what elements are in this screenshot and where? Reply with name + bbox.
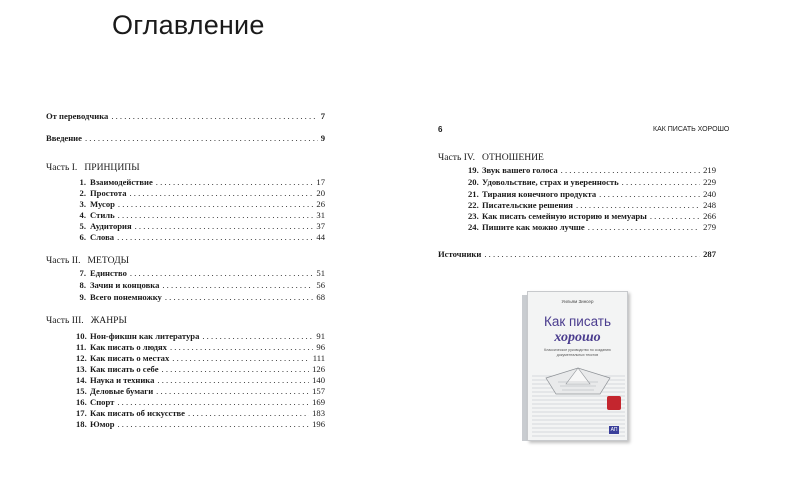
toc-entry-page: 9 xyxy=(320,133,325,143)
toc-chapter-entry[interactable] xyxy=(76,292,325,303)
chapter-number: 1. xyxy=(79,177,86,187)
chapter-page: 157 xyxy=(312,386,325,396)
toc-chapter-entry[interactable] xyxy=(76,177,325,188)
toc-chapter-entry[interactable] xyxy=(468,189,716,200)
page-number: 6 xyxy=(438,125,443,134)
chapter-page: 20 xyxy=(316,188,325,198)
toc-chapter-entry[interactable] xyxy=(76,221,325,232)
part-heading-2 xyxy=(46,255,129,267)
leader-dots xyxy=(162,280,313,291)
part-heading-4 xyxy=(438,152,544,164)
toc-chapter-entry[interactable] xyxy=(76,331,325,342)
chapter-title: Деловые бумаги xyxy=(90,386,154,396)
leader-dots xyxy=(622,177,700,188)
chapter-page: 91 xyxy=(316,331,325,341)
chapter-title: Нон-фикшн как литература xyxy=(90,331,200,341)
chapter-page: 56 xyxy=(316,280,325,290)
book-cover xyxy=(522,291,628,441)
chapter-page: 169 xyxy=(312,397,325,407)
chapter-title: Наука и техника xyxy=(90,375,155,385)
chapter-title: Как писать о себе xyxy=(90,364,159,374)
leader-dots xyxy=(188,408,309,419)
leader-dots xyxy=(157,375,309,386)
leader-dots xyxy=(117,232,313,243)
chapter-number: 23. xyxy=(468,211,479,221)
chapter-number: 2. xyxy=(79,188,86,198)
chapter-page: 96 xyxy=(316,342,325,352)
leader-dots xyxy=(484,249,700,260)
chapter-number: 6. xyxy=(79,232,86,242)
leader-dots xyxy=(156,177,314,188)
chapter-number: 9. xyxy=(79,292,86,302)
toc-chapter-entry[interactable] xyxy=(468,211,716,222)
leader-dots xyxy=(130,188,314,199)
part-name: ПРИНЦИПЫ xyxy=(84,162,140,173)
toc-chapter-entry[interactable] xyxy=(468,177,716,188)
chapter-number: 4. xyxy=(79,210,86,220)
toc-chapter-entry[interactable] xyxy=(76,419,325,430)
toc-entry-label: Источники xyxy=(438,249,482,259)
chapter-title: Тирания конечного продукта xyxy=(482,189,597,199)
chapter-number: 12. xyxy=(76,353,87,363)
part-name: МЕТОДЫ xyxy=(87,255,130,266)
leader-dots xyxy=(202,331,313,342)
leader-dots xyxy=(118,199,313,210)
chapter-title: Зачин и концовка xyxy=(90,280,160,290)
chapter-title: Взаимодействие xyxy=(90,177,153,187)
toc-chapter-entry[interactable] xyxy=(76,397,325,408)
page-title: Оглавление xyxy=(112,10,265,40)
chapter-title: Всего понемножку xyxy=(90,292,162,302)
chapter-number: 11. xyxy=(76,342,87,352)
toc-chapter-entry[interactable] xyxy=(76,280,325,291)
chapter-title: Удовольствие, страх и уверенность xyxy=(482,177,619,187)
chapter-number: 13. xyxy=(76,364,87,374)
toc-chapter-entry[interactable] xyxy=(468,222,716,233)
leader-dots xyxy=(172,353,309,364)
cover-title: Как писать xyxy=(543,314,612,329)
chapter-page: 68 xyxy=(316,292,325,302)
toc-entry-translator[interactable] xyxy=(46,111,325,122)
chapter-number: 15. xyxy=(76,386,87,396)
cover-description: Классическое руководство по созданию документальных текстов xyxy=(544,348,611,357)
chapter-title: Простота xyxy=(90,188,127,198)
chapter-page: 126 xyxy=(312,364,325,374)
leader-dots xyxy=(588,222,700,233)
leader-dots xyxy=(135,221,314,232)
publisher-logo: АП xyxy=(610,427,618,433)
chapter-title: Звук вашего голоса xyxy=(482,165,558,175)
leader-dots xyxy=(85,133,318,144)
chapter-page: 31 xyxy=(316,210,325,220)
part-heading-1 xyxy=(46,162,140,174)
chapter-title: Как писать семейную историю и мемуары xyxy=(482,211,647,221)
leader-dots xyxy=(156,386,309,397)
chapter-page: 196 xyxy=(312,419,325,429)
leader-dots xyxy=(118,419,310,430)
chapter-title: Пишите как можно лучше xyxy=(482,222,585,232)
leader-dots xyxy=(165,292,314,303)
toc-chapter-entry[interactable] xyxy=(76,199,325,210)
toc-chapter-entry[interactable] xyxy=(76,342,325,353)
chapter-title: Аудитория xyxy=(90,221,132,231)
chapter-title: Как писать о местах xyxy=(90,353,170,363)
chapter-page: 51 xyxy=(316,268,325,278)
chapter-number: 5. xyxy=(79,221,86,231)
cover-red-tag xyxy=(607,396,621,410)
running-head: КАК ПИСАТЬ ХОРОШО xyxy=(653,126,730,133)
chapter-page: 140 xyxy=(312,375,325,385)
toc-entry-sources[interactable] xyxy=(438,249,716,260)
part-name: ЖАНРЫ xyxy=(90,315,127,326)
chapter-page: 219 xyxy=(703,165,716,175)
chapter-number: 3. xyxy=(79,199,86,209)
chapter-number: 21. xyxy=(468,189,479,199)
chapter-number: 22. xyxy=(468,200,479,210)
toc-chapter-entry[interactable] xyxy=(76,268,325,279)
toc-entry-label: Введение xyxy=(46,133,82,143)
part-number: Часть II. xyxy=(46,255,81,266)
chapter-number: 24. xyxy=(468,222,479,232)
toc-chapter-entry[interactable] xyxy=(76,386,325,397)
chapter-page: 17 xyxy=(316,177,325,187)
chapter-title: Мусор xyxy=(90,199,115,209)
chapter-page: 44 xyxy=(316,232,325,242)
leader-dots xyxy=(599,189,700,200)
toc-chapter-entry[interactable] xyxy=(76,408,325,419)
leader-dots xyxy=(118,210,314,221)
chapter-number: 7. xyxy=(79,268,86,278)
leader-dots xyxy=(576,200,700,211)
chapter-title: Как писать об искусстве xyxy=(90,408,186,418)
chapter-title: Слова xyxy=(90,232,115,242)
toc-chapter-entry[interactable] xyxy=(76,210,325,221)
chapter-number: 8. xyxy=(79,280,86,290)
chapter-title: Стиль xyxy=(90,210,115,220)
toc-entry-page: 7 xyxy=(320,111,325,121)
chapter-title: Писательские решения xyxy=(482,200,573,210)
cover-author: Уильям Зинсер xyxy=(561,299,594,304)
leader-dots xyxy=(561,165,700,176)
book-cover-front xyxy=(527,291,628,441)
toc-entry-page: 287 xyxy=(703,249,716,259)
chapter-title: Единство xyxy=(90,268,127,278)
chapter-title: Спорт xyxy=(90,397,115,407)
leader-dots xyxy=(130,268,314,279)
toc-chapter-entry[interactable] xyxy=(468,165,716,176)
chapter-number: 14. xyxy=(76,375,87,385)
chapter-page: 240 xyxy=(703,189,716,199)
chapter-page: 183 xyxy=(312,408,325,418)
toc-chapter-entry[interactable] xyxy=(76,188,325,199)
chapter-page: 229 xyxy=(703,177,716,187)
part-name: ОТНОШЕНИЕ xyxy=(482,152,544,163)
chapter-number: 20. xyxy=(468,177,479,187)
part-number: Часть III. xyxy=(46,315,84,326)
toc-chapter-entry[interactable] xyxy=(76,232,325,243)
chapter-page: 248 xyxy=(703,200,716,210)
toc-chapter-entry[interactable] xyxy=(76,375,325,386)
chapter-page: 266 xyxy=(703,211,716,221)
leader-dots xyxy=(117,397,309,408)
toc-chapter-entry[interactable] xyxy=(76,364,325,375)
leader-dots xyxy=(170,342,313,353)
chapter-page: 37 xyxy=(316,221,325,231)
part-number: Часть IV. xyxy=(438,152,476,163)
part-number: Часть I. xyxy=(46,162,78,173)
part-heading-3 xyxy=(46,315,127,327)
chapter-number: 16. xyxy=(76,397,87,407)
toc-chapter-entry[interactable] xyxy=(76,353,325,364)
cover-subtitle: хорошо xyxy=(554,330,601,345)
leader-dots xyxy=(111,111,317,122)
chapter-number: 19. xyxy=(468,165,479,175)
chapter-page: 111 xyxy=(312,353,325,363)
toc-entry-intro[interactable] xyxy=(46,133,325,144)
chapter-number: 10. xyxy=(76,331,87,341)
leader-dots xyxy=(650,211,700,222)
toc-chapter-entry[interactable] xyxy=(468,200,716,211)
chapter-number: 18. xyxy=(76,419,87,429)
chapter-number: 17. xyxy=(76,408,87,418)
leader-dots xyxy=(162,364,310,375)
toc-entry-label: От переводчика xyxy=(46,111,109,121)
chapter-page: 26 xyxy=(316,199,325,209)
chapter-page: 279 xyxy=(703,222,716,232)
chapter-title: Юмор xyxy=(90,419,115,429)
chapter-title: Как писать о людях xyxy=(90,342,167,352)
